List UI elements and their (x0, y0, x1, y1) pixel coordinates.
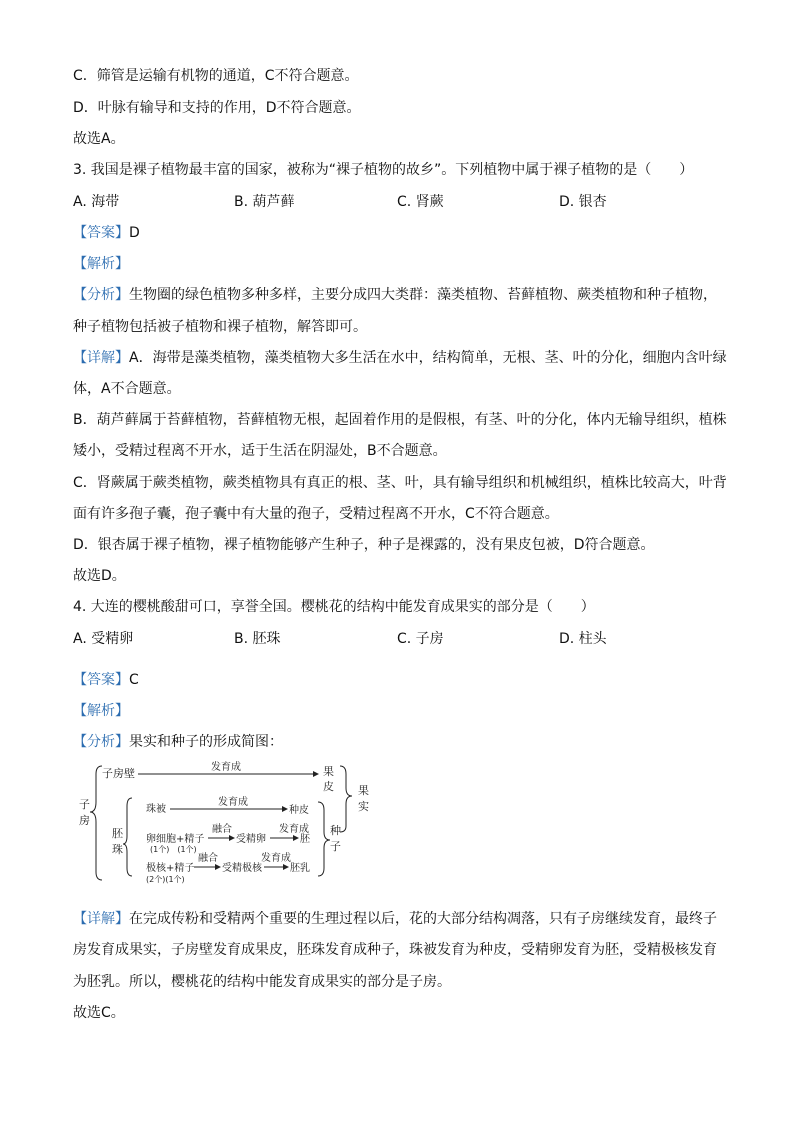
label-embryo: 胚 (300, 834, 310, 845)
fruit-brace (340, 766, 352, 832)
label-integument: 珠被 (146, 804, 166, 815)
label-seed-coat: 种皮 (289, 805, 309, 816)
text-line: 为胚乳。所以，樱桃花的结构中能发育成果实的部分是子房。 (73, 974, 451, 990)
text-line: 故选C。 (73, 1005, 125, 1021)
question-4: 4. 大连的樱桃酸甜可口，享誉全国。樱桃花的结构中能发育成果实的部分是（ ） (73, 599, 595, 615)
text-line: 故选D。 (73, 568, 126, 584)
label-ovary-wall: 子房壁 (102, 767, 135, 780)
option-a: A. 海带 (73, 194, 120, 210)
label-develop: 发育成 (261, 853, 291, 864)
option-c: C. 肾蕨 (397, 194, 444, 210)
xiangjie-tag: 【详解】 (73, 350, 129, 366)
xiangjie-line (73, 348, 727, 368)
option-b: B. 胚珠 (234, 631, 281, 647)
option-d: D. 柱头 (559, 631, 607, 647)
label-develop: 发育成 (218, 797, 248, 808)
fruit-seed-formation-diagram (74, 760, 374, 890)
seed-brace (318, 802, 330, 876)
text-line: 体，A不合题意。 (73, 381, 181, 397)
label-two-one: (2个)(1个) (146, 875, 185, 884)
label-fruit-2: 实 (358, 800, 369, 813)
answer-tag: 【答案】 (73, 672, 129, 688)
answer-value: C (129, 672, 139, 688)
label-ovary-2: 房 (79, 814, 90, 827)
label-develop: 发育成 (211, 762, 241, 773)
label-fertilized-polar: 受精极核 (222, 863, 262, 874)
fenxi-tag: 【分析】 (73, 287, 129, 303)
option-b: B. 葫芦藓 (234, 194, 295, 210)
label-fruit-1: 果 (358, 784, 369, 797)
label-develop: 发育成 (279, 824, 309, 835)
fenxi-text: 生物圈的绿色植物多种多样，主要分成四大类群：藻类植物、苔藓植物、蕨类植物和种子植物， (129, 287, 717, 303)
xiangjie-text: A．海带是藻类植物，藻类植物大多生活在水中，结构简单，无根、茎、叶的分化，细胞内含叶绿 (129, 350, 727, 366)
label-ovule-1: 胚 (112, 827, 123, 840)
label-polar-sperm: 极核+精子 (146, 863, 195, 874)
xiangjie-line (73, 909, 717, 929)
label-zygote: 受精卵 (236, 834, 266, 845)
ovary-brace (90, 766, 102, 880)
label-seed-2: 子 (330, 840, 341, 853)
question-3: 3. 我国是裸子植物最丰富的国家，被称为“裸子植物的故乡”。下列植物中属于裸子植物的是（ ） (73, 162, 694, 178)
answer-line (73, 670, 139, 690)
text-line: 面有许多孢子囊，孢子囊中有大量的孢子，受精过程离不开水，C不符合题意。 (73, 506, 559, 522)
label-fuse: 融合 (212, 824, 232, 835)
label-ovary-1: 子 (79, 798, 90, 811)
label-one-one: (1个) (1个) (150, 845, 197, 854)
text-line: D．叶脉有输导和支持的作用，D不符合题意。 (73, 100, 361, 116)
fenxi-tag: 【分析】 (73, 734, 129, 750)
text-line: B．葫芦藓属于苔藓植物，苔藓植物无根，起固着作用的是假根，有茎、叶的分化，体内无输导组织，植株 (73, 412, 727, 428)
xiangjie-tag: 【详解】 (73, 911, 129, 927)
label-endosperm: 胚乳 (290, 863, 310, 874)
text-line: 矮小，受精过程离不开水，适于生活在阴湿处，B不合题意。 (73, 443, 447, 459)
answer-value: D (129, 225, 140, 241)
text-line: D．银杏属于裸子植物，裸子植物能够产生种子，种子是裸露的，没有果皮包被，D符合题意。 (73, 537, 655, 553)
label-pericarp-1: 果 (323, 765, 334, 778)
fenxi-line (73, 285, 717, 305)
text-line: 故选A。 (73, 131, 125, 147)
text-line: C．肾蕨属于蕨类植物，蕨类植物具有真正的根、茎、叶，具有输导组织和机械组织，植株比较高大，叶背 (73, 475, 727, 491)
answer-line (73, 223, 140, 243)
text-line: 种子植物包括被子植物和裸子植物，解答即可。 (73, 319, 367, 335)
answer-tag: 【答案】 (73, 225, 129, 241)
xiangjie-text: 在完成传粉和受精两个重要的生理过程以后，花的大部分结构凋落，只有子房继续发育，最终子 (129, 911, 717, 927)
fenxi-text: 果实和种子的形成简图： (129, 734, 283, 750)
text-line: C．筛管是运输有机物的通道，C不符合题意。 (73, 68, 359, 84)
label-pericarp-2: 皮 (323, 780, 334, 793)
option-c: C. 子房 (397, 631, 444, 647)
fenxi-line (73, 732, 283, 752)
text-line: 房发育成果实，子房壁发育成果皮，胚珠发育成种子，珠被发育为种皮，受精卵发育为胚，受精极核发育 (73, 942, 717, 958)
option-a: A. 受精卵 (73, 631, 134, 647)
ovule-brace (123, 798, 132, 876)
jiexi-tag: 【解析】 (73, 703, 129, 719)
label-fuse: 融合 (198, 853, 218, 864)
jiexi-tag: 【解析】 (73, 256, 129, 272)
label-egg-sperm: 卵细胞+精子 (146, 834, 205, 845)
label-ovule-2: 珠 (112, 843, 123, 856)
label-seed-1: 种 (330, 824, 341, 837)
option-d: D. 银杏 (559, 194, 607, 210)
